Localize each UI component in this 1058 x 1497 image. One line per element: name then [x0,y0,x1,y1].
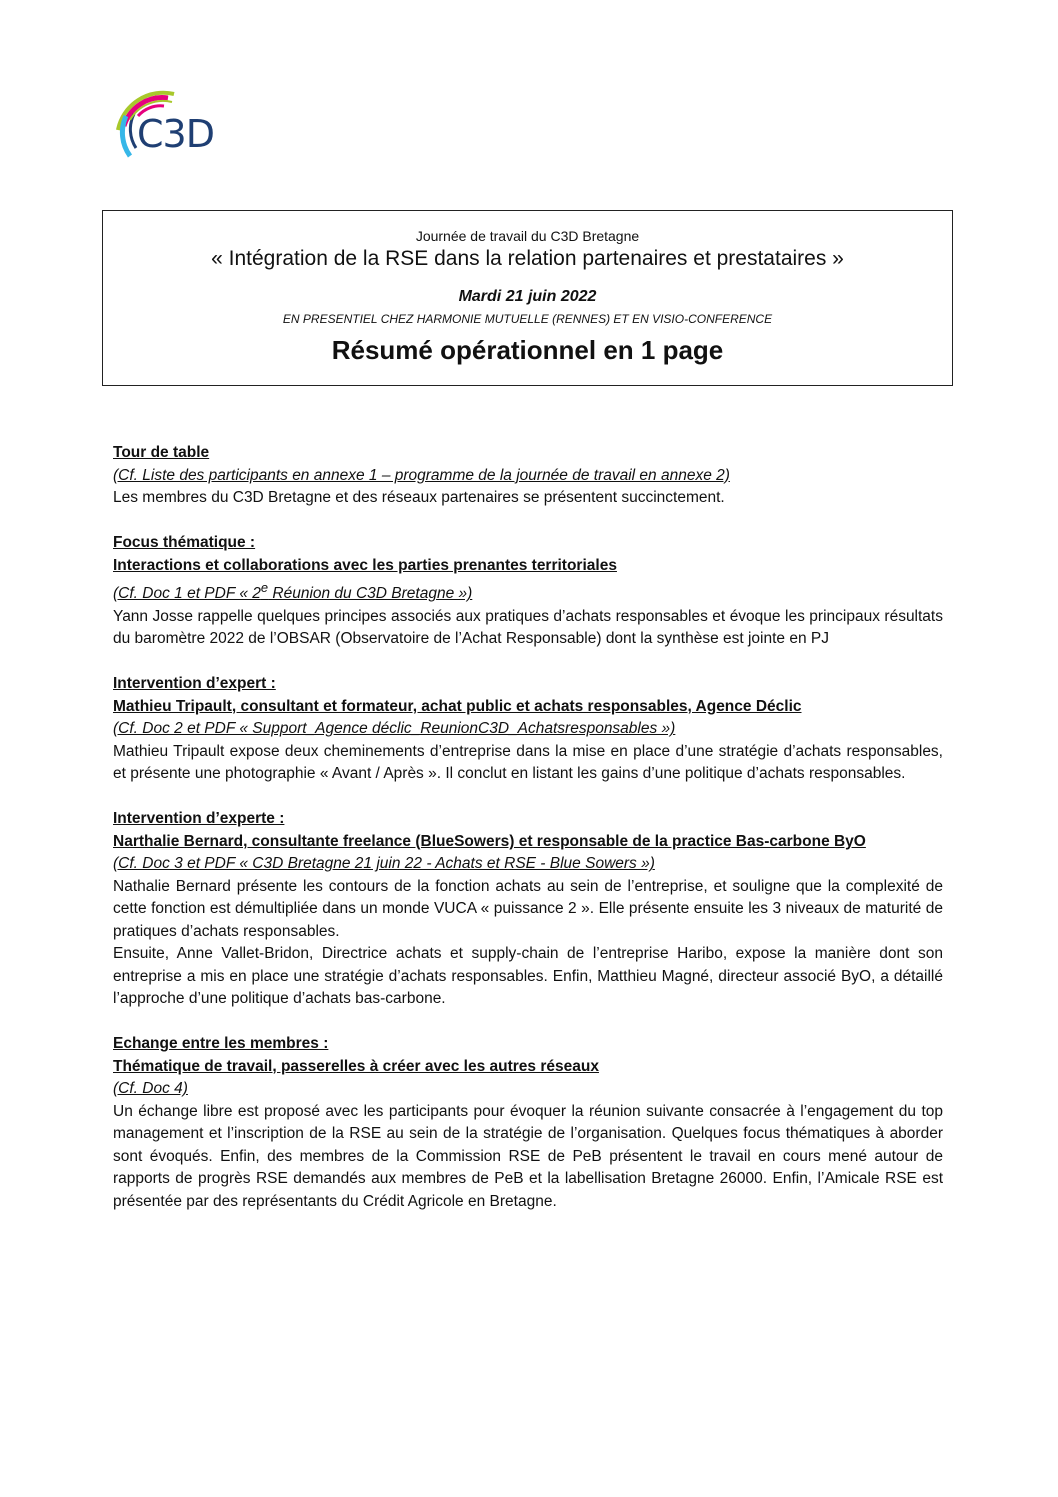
logo-text: C3D [137,112,214,156]
section-heading: Tour de table [113,444,210,461]
reference-part: Réunion du C3D Bretagne ») [268,585,473,603]
reference-superscript: e [260,580,269,595]
event-title: « Intégration de la RSE dans la relation partenaires et prestataires » [211,247,844,270]
section-subheading: Interactions et collaborations avec les parties prenantes territoriales [113,556,617,574]
section-reference: (Cf. Doc 3 et PDF « C3D Bretagne 21 juin 22 - Achats et RSE - Blue Sowers ») [113,855,655,873]
section-intervention-expert [113,673,943,786]
section-heading: Echange entre les membres : [113,1035,329,1053]
section-subheading: Mathieu Tripault, consultant et formateur, achat public et achats responsables, Agence Déclic [113,697,802,715]
section-heading: Intervention d’expert : [113,675,276,693]
section-body: Yann Josse rappelle quelques principes associés aux pratiques d’achats responsables et évoque les principaux résultats du baromètre 2022 de l’OBSAR (Observatoire de l’Achat Responsable) dont la synthèse est jointe en PJ [113,607,943,648]
section-body: Nathalie Bernard présente les contours de la fonction achats au sein de l’entreprise, et souligne que la complexité de cette fonction est démultipliée dans un monde VUCA « puissance 2 ». Elle présente ensuite les 3 niveaux de maturité de pratiques d’achats responsables. [113,877,943,940]
section-body: Mathieu Tripault expose deux cheminements d’entreprise dans la mise en place d’une stratégie d’achats responsables, et présente une photographie « Avant / Après ». Il conclut en listant les gains d’une politique d’achats responsables. [113,742,943,783]
section-reference: (Cf. Liste des participants en annexe 1 – programme de la journée de travail en annexe 2) [113,466,730,484]
event-place: EN PRESENTIEL CHEZ HARMONIE MUTUELLE (RENNES) ET EN VISIO-CONFERENCE [282,312,773,326]
section-echange-membres [113,1033,943,1213]
event-date: Mardi 21 juin 2022 [458,288,597,305]
section-heading: Focus thématique : [113,534,256,551]
section-body: Un échange libre est proposé avec les participants pour évoquer la réunion suivante consacrée à l’engagement du top management et l’inscription de la RSE au sein de la stratégie de l’organisation. Quelques focus thématiques à aborder sont évoqués. Enfin, des membres de la Commission RSE de PeB présentent le travail en cours mené autour de rapports de progrès RSE demandés aux membres de PeB et la labellisation Bretagne 26000. Enfin, l’Amicale RSE est présentée par des représentants du Crédit Agricole en Bretagne. [113,1102,943,1210]
header-box [102,210,953,386]
page-title: Résumé opérationnel en 1 page [331,335,724,365]
section-tour-de-table [113,442,943,510]
section-focus-thematique [113,532,943,651]
section-body: Les membres du C3D Bretagne et des réseaux partenaires se présentent succinctement. [113,489,725,506]
section-intervention-experte [113,808,943,1011]
section-heading: Intervention d’experte : [113,810,285,828]
section-subheading: Narthalie Bernard, consultante freelance (BlueSowers) et responsable de la practice Bas-carbone ByO [113,832,866,850]
section-subheading: Thématique de travail, passerelles à créer avec les autres réseaux [113,1057,599,1075]
section-reference: (Cf. Doc 2 et PDF « Support_Agence déclic_ReunionC3D_Achatsresponsables ») [113,720,676,738]
reference-part: (Cf. Doc 1 et PDF « 2 [113,585,261,603]
event-line: Journée de travail du C3D Bretagne [415,228,640,244]
section-body: Ensuite, Anne Vallet-Bridon, Directrice achats et supply-chain de l’entreprise Haribo, expose la manière dont son entreprise a mis en place une stratégie d’achats responsables. Enfin, Matthieu Magné, directeur associé ByO, a détaillé l’approche d’une politique d’achats bas-carbone. [113,945,943,1008]
section-reference [113,580,473,603]
document-body [113,442,943,1236]
section-reference: (Cf. Doc 4) [113,1080,188,1098]
